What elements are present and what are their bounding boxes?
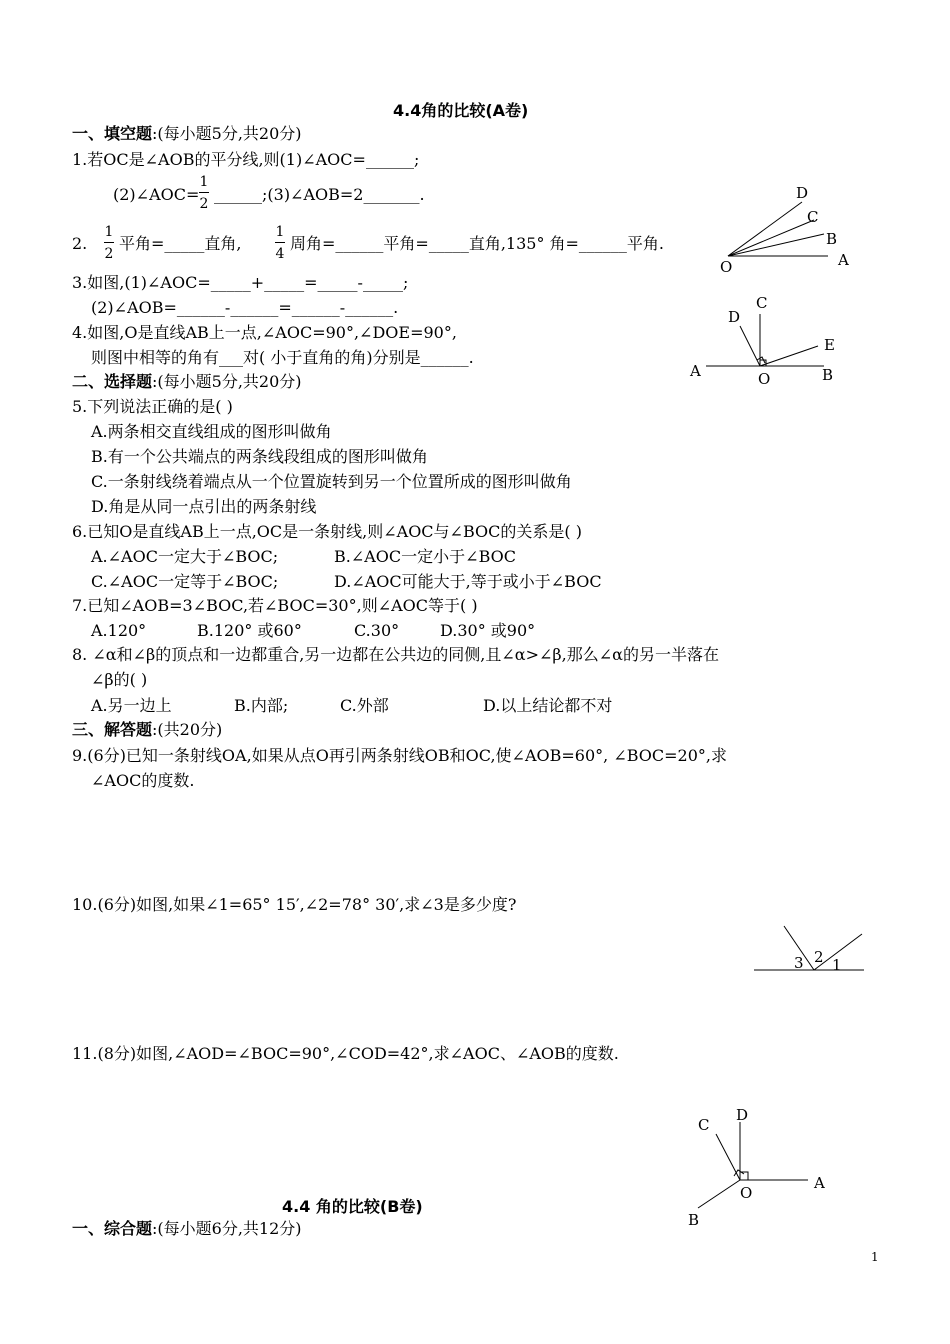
figure-right-angles [684,1100,834,1230]
fraction-denominator: 4 [275,246,285,262]
section-head: 二、选择题 [72,372,153,391]
q5-option-d: D.角是从同一点引出的两条射线 [91,497,317,516]
page-number: 1 [871,1250,879,1264]
label-o: O [758,370,771,388]
fraction-bar [104,242,114,243]
fraction-bar [199,192,209,193]
q1-line-a: 1.若OC是∠AOB的平分线,则(1)∠AOC=______; [72,150,420,169]
section-note: :(每小题6分,共12分) [152,1219,302,1238]
fraction-bar [275,242,285,243]
q6-option-b: B.∠AOC一定小于∠BOC [334,547,516,566]
section-note: :(每小题5分,共20分) [152,124,302,143]
q6-option-c: C.∠AOC一定等于∠BOC; [91,572,279,591]
q9-line-a: 9.(6分)已知一条射线OA,如果从点O再引两条射线OB和OC,使∠AOB=60°, ∠BOC=20°,求 [72,746,728,765]
q2-number: 2. [72,234,88,253]
figure-angle-bisector [712,180,852,275]
q1-line-b-pre: (2)∠AOC= [113,185,200,204]
q7-stem: 7.已知∠AOB=3∠BOC,若∠BOC=30°,则∠AOC等于( ) [72,596,478,615]
q8-option-d: D.以上结论都不对 [483,696,613,715]
q7-option-a: A.120° [91,621,147,640]
label-c: C [807,208,819,226]
q1-line-b-post: ______;(3)∠AOB=2_______. [214,185,425,204]
q5-option-c: C.一条射线绕着端点从一个位置旋转到另一个位置所成的图形叫做角 [91,472,572,491]
q6-stem: 6.已知O是直线AB上一点,OC是一条射线,则∠AOC与∠BOC的关系是( ) [72,522,582,541]
section-multiple-choice [72,372,302,392]
fraction-numerator: 1 [199,174,209,190]
q2-post: 周角=______平角=_____直角,135° 角=______平角. [290,234,665,253]
q8-line-b: ∠β的( ) [91,670,148,689]
q5-stem: 5.下列说法正确的是( ) [72,397,233,416]
q8-option-b: B.内部; [234,696,289,715]
fraction-denominator: 2 [199,196,209,212]
q5-option-b: B.有一个公共端点的两条线段组成的图形叫做角 [91,447,428,466]
q4-line-b: 则图中相等的角有___对( 小于直角的角)分别是______. [91,348,474,367]
section-head: 一、填空题 [72,124,153,143]
section-note: :(共20分) [152,720,223,739]
label-a: A [690,362,701,380]
q2-mid: 平角=_____直角, [119,234,242,253]
label-a: A [814,1174,825,1192]
q7-option-c: C.30° [354,621,400,640]
q3-line-a: 3.如图,(1)∠AOC=_____+_____=_____-_____; [72,273,409,292]
label-angle-2: 2 [814,948,824,966]
q6-option-a: A.∠AOC一定大于∠BOC; [91,547,279,566]
label-d: D [796,184,809,202]
q5-option-a: A.两条相交直线组成的图形叫做角 [91,422,332,441]
title-a: 4.4角的比较(A卷) [393,101,529,120]
q7-option-b: B.120° 或60° [197,621,302,640]
fraction-denominator: 2 [104,246,114,262]
section-note: :(每小题5分,共20分) [152,372,302,391]
label-angle-1: 1 [832,956,842,974]
label-o: O [720,258,733,275]
fraction-numerator: 1 [275,224,285,240]
q8-option-c: C.外部 [340,696,389,715]
label-b: B [822,366,834,384]
section-head: 一、综合题 [72,1219,153,1238]
section-fill-blank [72,124,302,144]
label-angle-3: 3 [794,954,804,972]
q8-line-a: 8. ∠α和∠β的顶点和一边都重合,另一边都在公共边的同侧,且∠α>∠β,那么∠α的另一半落在 [72,645,719,664]
q4-line-a: 4.如图,O是直线AB上一点,∠AOC=90°,∠DOE=90°, [72,323,457,342]
q7-option-d: D.30° 或90° [440,621,536,640]
q10-text: 10.(6分)如图,如果∠1=65° 15′,∠2=78° 30′,求∠3是多少度? [72,895,517,914]
figure-three-angles [748,922,868,977]
q3-line-b: (2)∠AOB=______-______=______-______. [91,298,399,317]
label-b: B [826,230,838,248]
section-head: 三、解答题 [72,720,153,739]
q11-text: 11.(8分)如图,∠AOD=∠BOC=90°,∠COD=42°,求∠AOC、∠AOB的度数. [72,1044,619,1063]
label-a: A [838,251,849,269]
section-solve [72,720,222,740]
section-comprehensive [72,1219,302,1239]
title-b: 4.4 角的比较(B卷) [282,1197,423,1216]
q6-option-d: D.∠AOC可能大于,等于或小于∠BOC [334,572,602,591]
label-e: E [824,336,835,354]
fraction-numerator: 1 [104,224,114,240]
label-b: B [688,1211,700,1229]
label-d: D [736,1106,749,1124]
figure-perpendicular-rays [684,290,844,395]
label-c: C [698,1116,710,1134]
q9-line-b: ∠AOC的度数. [91,771,195,790]
label-o: O [740,1184,753,1202]
q8-option-a: A.另一边上 [91,696,172,715]
label-c: C [756,294,768,312]
label-d: D [728,308,741,326]
